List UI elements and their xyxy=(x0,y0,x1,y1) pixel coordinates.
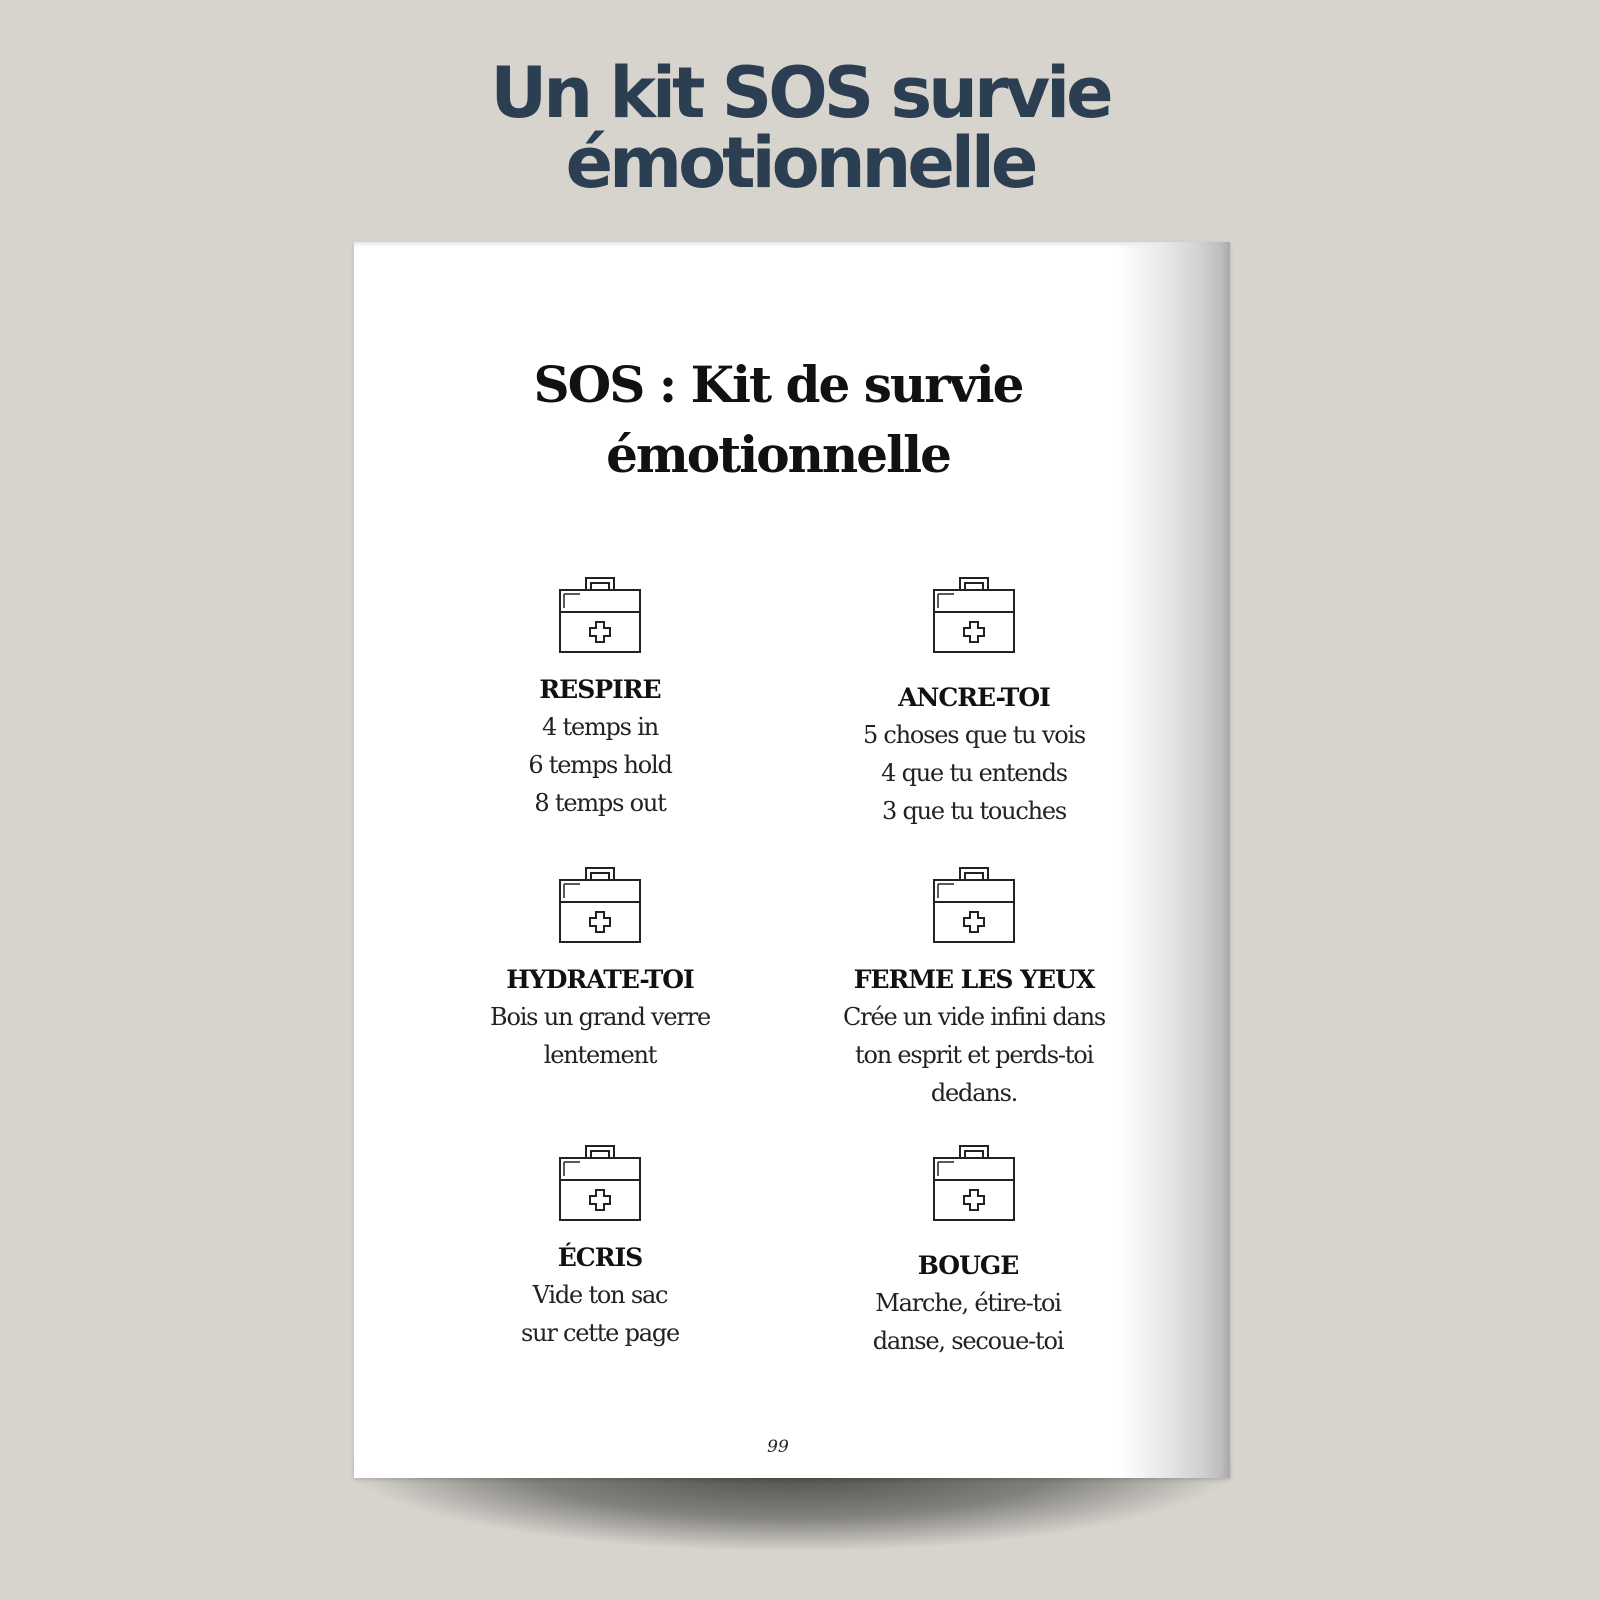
kit-item-text: 4 que tu entends xyxy=(881,759,1067,787)
first-aid-kit-icon xyxy=(558,862,642,944)
kit-item-text: lentement xyxy=(543,1041,657,1069)
kit-item-ecris xyxy=(430,1140,770,1352)
kit-item-title: HYDRATE-TOI xyxy=(506,965,694,994)
kit-item-text: sur cette page xyxy=(520,1319,680,1347)
book-page xyxy=(354,242,1230,1478)
kit-item-text: Vide ton sac xyxy=(532,1281,668,1309)
kit-item-title: FERME LES YEUX xyxy=(853,965,1095,994)
book-top-edge xyxy=(354,242,1230,248)
banner-title-line-2: émotionnelle xyxy=(565,122,1035,204)
banner-title xyxy=(0,52,1600,204)
page-number: 99 xyxy=(767,1437,789,1457)
page-title xyxy=(354,350,1202,490)
kit-item-text: ton esprit et perds-toi xyxy=(855,1041,1093,1069)
kit-item-bouge xyxy=(798,1140,1138,1360)
kit-item-respire xyxy=(430,572,770,822)
kit-item-text: 4 temps in xyxy=(542,713,658,741)
kit-item-text: 5 choses que tu vois xyxy=(862,721,1086,749)
first-aid-kit-icon xyxy=(932,862,1016,944)
page-title-line-2: émotionnelle xyxy=(606,425,950,484)
kit-item-ferme-les-yeux xyxy=(804,862,1144,1112)
kit-item-title: ÉCRIS xyxy=(557,1243,643,1272)
first-aid-kit-icon xyxy=(558,572,642,654)
kit-item-text: Crée un vide infini dans xyxy=(843,1003,1105,1031)
first-aid-kit-icon xyxy=(558,1140,642,1222)
first-aid-kit-icon xyxy=(932,1140,1016,1222)
page-title-line-1: SOS : Kit de survie xyxy=(533,355,1023,414)
first-aid-kit-icon xyxy=(932,572,1016,654)
kit-item-ancre-toi xyxy=(804,572,1144,830)
kit-item-text: 8 temps out xyxy=(534,789,666,817)
kit-item-text: Bois un grand verre xyxy=(490,1003,710,1031)
kit-item-text: danse, secoue-toi xyxy=(872,1327,1064,1355)
kit-item-text: Marche, étire-toi xyxy=(875,1289,1061,1317)
kit-item-text: 6 temps hold xyxy=(528,751,672,779)
kit-item-title: RESPIRE xyxy=(539,675,661,704)
kit-item-title: ANCRE-TOI xyxy=(898,683,1050,712)
kit-item-title: BOUGE xyxy=(917,1251,1019,1280)
kit-item-text: 3 que tu touches xyxy=(881,797,1067,825)
kit-item-hydrate-toi xyxy=(430,862,770,1074)
kit-item-text: dedans. xyxy=(930,1079,1018,1107)
banner-title-line-1: Un kit SOS survie xyxy=(490,52,1110,134)
